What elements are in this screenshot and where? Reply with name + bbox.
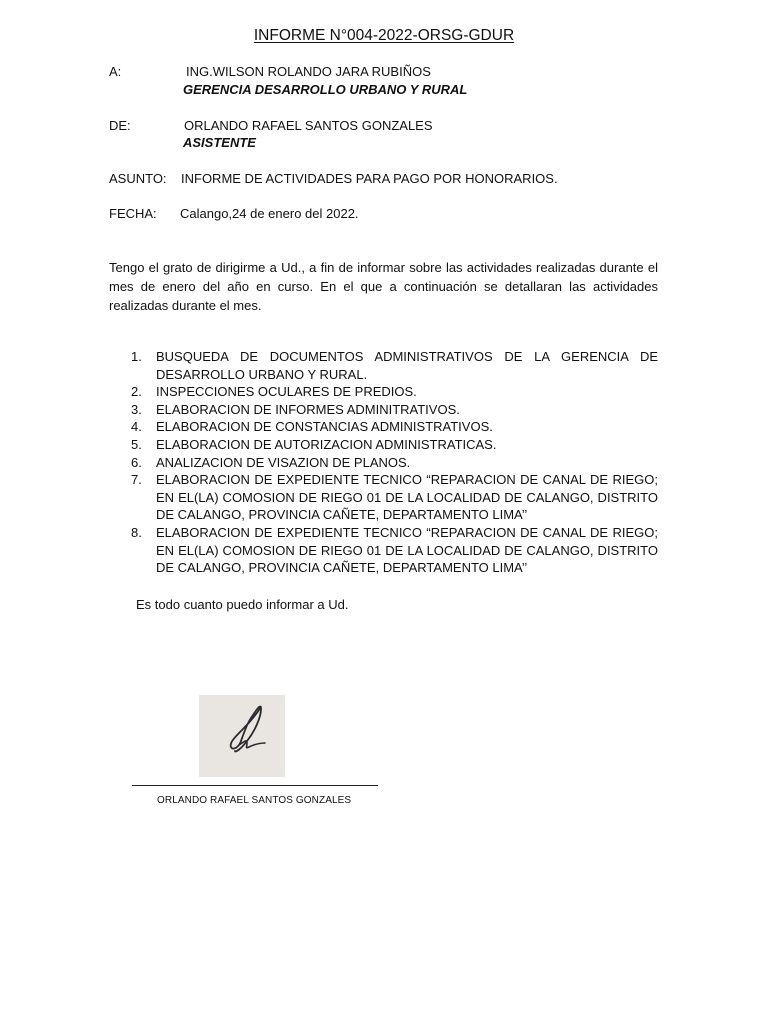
list-item-text: ELABORACION DE AUTORIZACION ADMINISTRATICAS. — [156, 436, 497, 452]
list-item-number: 6. — [131, 454, 142, 470]
to-label: A: — [109, 64, 122, 79]
list-item-number: 7. — [131, 472, 142, 488]
signature-line — [132, 785, 378, 786]
list-item — [109, 348, 658, 383]
date-label: FECHA: — [109, 206, 157, 221]
signature-name: ORLANDO RAFAEL SANTOS GONZALES — [157, 795, 352, 806]
list-item-text: ELABORACION DE CONSTANCIAS ADMINISTRATIVOS. — [156, 419, 493, 435]
list-item — [109, 436, 658, 454]
list-item — [109, 401, 658, 419]
handwritten-signature — [199, 695, 285, 777]
subject-label: ASUNTO: — [109, 171, 167, 186]
to-office: GERENCIA DESARROLLO URBANO Y RURAL — [183, 82, 468, 97]
list-item-text: BUSQUEDA DE DOCUMENTOS ADMINISTRATIVOS DE LA GERENCIA DE DESARROLLO URBANO Y RURAL. — [156, 349, 658, 382]
list-item-text: ELABORACION DE EXPEDIENTE TECNICO “REPARACION DE CANAL DE RIEGO; EN EL(LA) COMOSION DE RIEGO 01 DE LA LOCALIDAD DE CALANGO, DISTRITO DE CALANGO, PROVINCIA CAÑETE, DEPARTAMENTO LIMA’’ — [156, 472, 658, 523]
signature-scribble — [199, 695, 285, 777]
subject-value: INFORME DE ACTIVIDADES PARA PAGO POR HONORARIOS. — [181, 171, 558, 186]
to-name: ING.WILSON ROLANDO JARA RUBIÑOS — [186, 64, 431, 79]
from-role: ASISTENTE — [183, 135, 256, 150]
intro-paragraph: Tengo el grato de dirigirme a Ud., a fin de informar sobre las actividades realizadas durante el mes de enero del año en curso. En el que a continuación se detallaran las actividades realizadas durante el mes. — [109, 260, 658, 313]
list-item — [109, 524, 658, 577]
list-item-text: ELABORACION DE EXPEDIENTE TECNICO “REPARACION DE CANAL DE RIEGO; EN EL(LA) COMOSION DE RIEGO 01 DE LA LOCALIDAD DE CALANGO, DISTRITO DE CALANGO, PROVINCIA CAÑETE, DEPARTAMENTO LIMA’’ — [156, 524, 658, 576]
list-item-number: 3. — [131, 401, 142, 417]
date-value: Calango,24 de enero del 2022. — [180, 206, 359, 221]
list-item — [109, 383, 658, 401]
list-item-text: ELABORACION DE INFORMES ADMINITRATIVOS. — [156, 401, 460, 417]
list-item — [109, 418, 658, 436]
document-title: INFORME N°004-2022-ORSG-GDUR — [253, 27, 515, 44]
list-item-number: 2. — [131, 384, 142, 400]
from-label: DE: — [109, 118, 131, 133]
list-item-number: 1. — [131, 349, 142, 364]
list-item-text: INSPECCIONES OCULARES DE PREDIOS. — [156, 384, 417, 400]
closing-line: Es todo cuanto puedo informar a Ud. — [136, 597, 349, 612]
from-name: ORLANDO RAFAEL SANTOS GONZALES — [184, 118, 433, 133]
list-item-number: 8. — [131, 524, 142, 540]
list-item — [109, 471, 658, 524]
list-item — [109, 454, 658, 472]
list-item-text: ANALIZACION DE VISAZION DE PLANOS. — [156, 454, 411, 470]
list-item-number: 4. — [131, 419, 142, 435]
activities-list — [109, 348, 658, 577]
list-item-number: 5. — [131, 436, 142, 452]
